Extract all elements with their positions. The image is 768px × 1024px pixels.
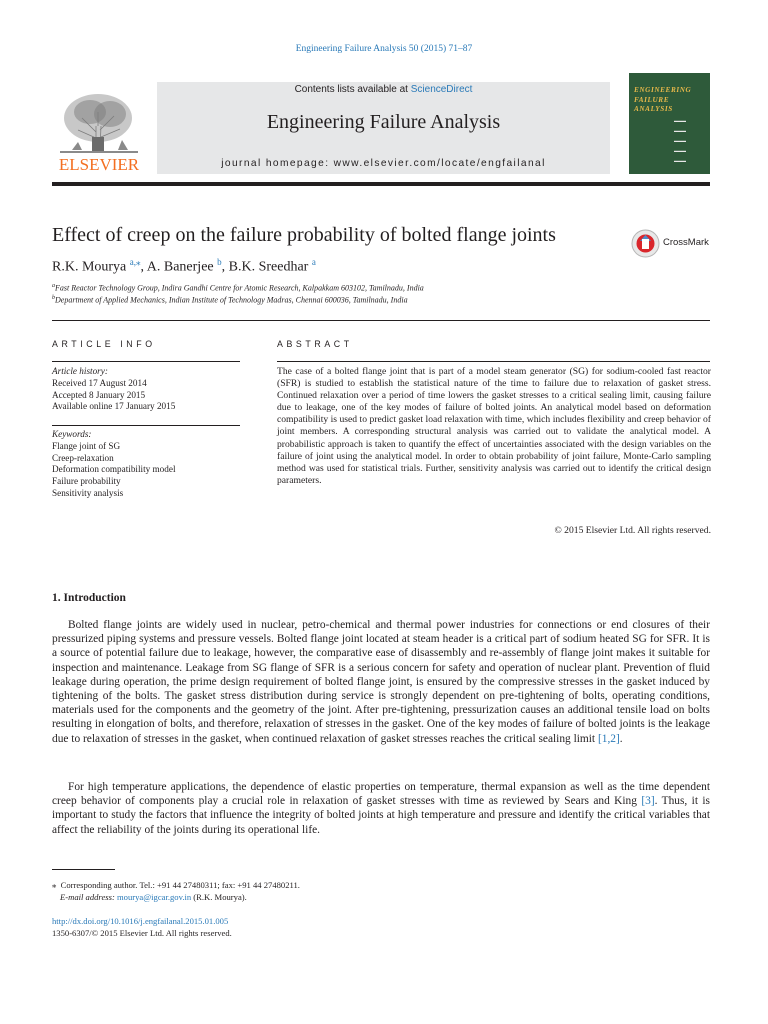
abstract-copyright: © 2015 Elsevier Ltd. All rights reserved. [554,525,711,536]
elsevier-wordmark: ELSEVIER [58,155,140,174]
keyword-item: Sensitivity analysis [52,487,124,498]
author-affiliation-mark[interactable]: a [311,257,316,267]
abstract-text: The case of a bolted flange joint that is part of a model steam generator (SG) for sodium-cooled fast reactor (SFR) is studied to establish the statistical nature of the time to failure due to relaxation of gasket stress. Continued relaxation over a period of time lowers the gasket stresses to a critical sealing limit, causing failure due to leakage, one of the key modes of failure of bolted joints. An analytical model based on deformation compatibility is used to predict gasket load relaxation with time, which includes flexibility and creep behavior of joint members. A corresponding structural analysis was carried out to validate the analytical model. A probabilistic approach is taken to quantify the effect of uncertainties associated with the design variables on the failure of joint using the analytical model. In order to obtain probability of joint failure, Monte-Carlo sampling method was used for statistical trials. Further, sensitivity analysis was carried out to identify the critical design parameters. [277,366,711,486]
section-rule [52,320,710,321]
author-name: R.K. Mourya [52,259,127,275]
section-heading: 1. Introduction [52,592,126,604]
divider [52,361,240,362]
email-link[interactable]: mourya@igcar.gov.in [116,892,192,903]
footnote-rule [52,869,115,870]
cover-decorative-lines: ▬▬▬ ▬▬▬ ▬▬▬ ▬▬▬ ▬▬▬ [674,118,686,163]
corresponding-author-note: ⁎ Corresponding author. Tel.: +91 44 27480311; fax: +91 44 27480211. [52,880,300,890]
body-paragraph: Bolted flange joints are widely used in nuclear, petro-chemical and thermal power industries for connections or end closures of their pressurized piping systems and pressure vessels. Bolted flange joint located at steam header is a critical part of sodium heated SG for SFR. It is a source of potential failure due to leakage, however, the comparative ease of disassembly and re-assembly of flange joint makes it suitable for inspection and maintenance. Leakage from SG flange of SFR is a serious concern for safety and operation of nuclear plant. Prevention of fluid leakage during operation, the prime design requirement of bolted flange joint, is ensured by the compressive stresses in the gasket induced by tightening of the bolts. The gasket stress distribution during service is strongly dependent on pre-tightening of bolts, operating conditions, materials used for the components and the geometry of the joint. After pre-tightening, pressurization causes an additional tensile load on bolts resulting in elongation of bolts, and therefore, relaxation of stresses in the gasket. One of the key modes of failure of bolted joints is the leakage due to relaxation of stresses in the gasket, when continued relaxation of gasket stresses reaches the critical sealing limit [1,2]. [52,619,710,745]
divider [277,361,710,362]
journal-citation-link[interactable]: Engineering Failure Analysis 50 (2015) 71–87 [295,44,473,54]
issn-line: 1350-6307/© 2015 Elsevier Ltd. All rights reserved. [52,928,232,939]
keyword-item: Creep-relaxation [52,452,114,463]
affiliation: $^b$Department of Applied Mechanics, Indian Institute of Technology Madras, Chennai 600036, Tamilnadu, India [52,295,408,305]
journal-title: Engineering Failure Analysis [266,111,501,133]
citation-link[interactable]: [1,2] [597,732,620,745]
affiliation: $^a$Fast Reactor Technology Group, Indira Gandhi Centre for Atomic Research, Kalpakkam 603102, Tamilnadu, India [52,283,424,293]
journal-homepage[interactable]: journal homepage: www.elsevier.com/locate/engfailanal [221,158,546,169]
contents-available: Contents lists available at ScienceDirect [294,84,473,95]
abstract-heading: ABSTRACT [277,339,353,349]
history-item: Received 17 August 2014 [52,377,147,388]
keyword-item: Failure probability [52,476,121,487]
author-affiliation-mark[interactable]: a,⁎ [129,257,141,267]
header-rule [52,182,710,186]
citation-link[interactable]: [3] [641,795,655,808]
elsevier-tree-logo [52,82,146,174]
sciencedirect-link[interactable]: ScienceDirect [410,84,473,95]
article-info-heading: ARTICLE INFO [52,339,156,349]
crossmark-icon[interactable] [631,229,660,258]
divider [52,425,240,426]
doi-block [52,915,232,940]
history-item: Accepted 8 January 2015 [52,389,146,400]
doi-link[interactable]: http://dx.doi.org/10.1016/j.engfailanal.2015.01.005 [52,916,229,926]
author-name: A. Banerjee [146,259,214,275]
cover-title: ENGINEERING FAILURE ANALYSIS [634,86,692,113]
article-title: Effect of creep on the failure probability of bolted flange joints [52,224,556,246]
keywords: Keywords: Flange joint of SG Creep-relaxation Deformation compatibility model Failure probability Sensitivity analysis [52,429,242,500]
crossmark-label[interactable]: CrossMark [663,237,709,248]
body-paragraph: For high temperature applications, the dependence of elastic properties on temperature, thermal expansion as well as the time dependent creep behavior of components play a crucial role in relaxation of gasket stresses with time as reviewed by Sears and King [3]. Thus, it is important to study the factors that influence the integrity of bolted joints at high temperature and pressure and identify the critical variables that affect the reliability of the joints during its operational life. [52,781,710,836]
keyword-item: Deformation compatibility model [52,464,176,475]
footnotes [52,879,300,904]
history-item: Available online 17 January 2015 [52,401,176,412]
author-name: B.K. Sreedhar [228,259,309,275]
keyword-item: Flange joint of SG [52,440,121,451]
author-list: R.K. Mourya $^{a,⁎}$, A. Banerjee $^b$, B.K. Sreedhar $^a$ [52,257,316,275]
author-affiliation-mark[interactable]: b [217,257,222,267]
article-history: Article history: Received 17 August 2014 Accepted 8 January 2015 Available online 17 January 2015 [52,366,242,413]
email-note: E-mail address: mourya@igcar.gov.in (R.K. Mourya). [60,892,247,903]
